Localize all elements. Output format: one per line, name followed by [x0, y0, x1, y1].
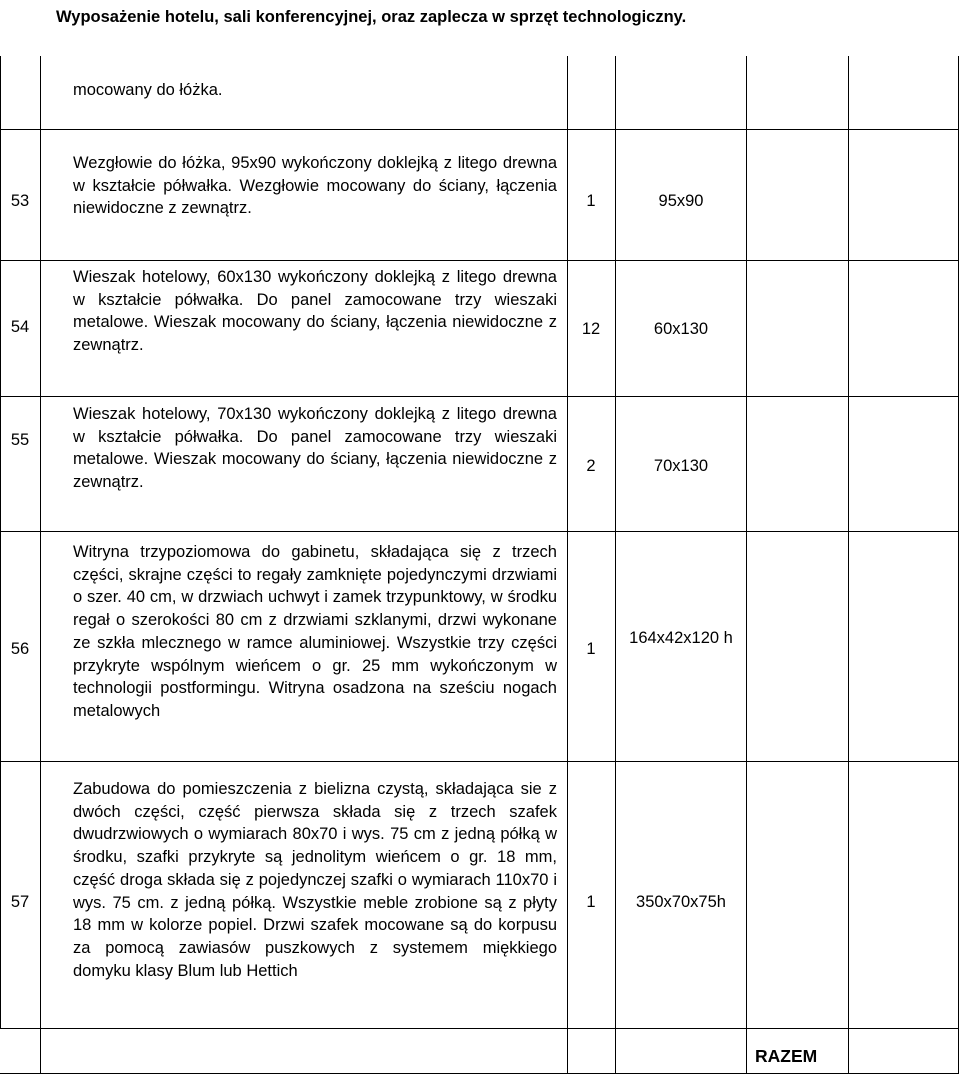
row-dimensions: 70x130 [653, 457, 709, 475]
total-label: RAZEM [755, 1046, 818, 1066]
row-description: Wieszak hotelowy, 60x130 wykończony doklejką z litego drewna w kształcie półwałka. Do panel zamocowane trzy wieszaki metalowe. Wieszak mocowany do ściany, łączenia niewidoczne z zewnątrz. [73, 268, 557, 355]
row-number: 53 [10, 192, 30, 210]
row-number: 56 [10, 640, 30, 658]
column-divider-desc [567, 56, 568, 1074]
column-divider-size [746, 56, 747, 1074]
row-separator [0, 260, 959, 261]
row-description: Zabudowa do pomieszczenia z bielizna czystą, składająca sie z dwóch części, część pierwsza składa się z trzech szafek dwudrzwiowych o wymiarach 80x70 i wys. 75 cm z jedną półką w środku, szafki przykryte są jednolitym wieńcem o gr. 18 mm, część droga składa się z pojedynczej szafki o wymiarach 110x70 i wys. 75 cm. z jedną półką. Wszystkie meble zrobione są z płyty 18 mm w kolorze popiel. Drzwi szafek mocowane są do korpusu za pomocą zawiasów puszkowych z systemem miękkiego domyku klasy Blum lub Hettich [73, 780, 557, 980]
row-number: 55 [10, 431, 30, 449]
row-quantity: 2 [586, 457, 596, 475]
column-divider-no [40, 56, 41, 1074]
row-separator [0, 531, 959, 532]
row-separator [0, 1028, 959, 1029]
row-number: 57 [10, 893, 30, 911]
row-quantity: 1 [586, 893, 596, 911]
table-border-right [958, 56, 959, 1074]
row-separator [0, 129, 959, 130]
row-quantity: 1 [586, 192, 596, 210]
row-quantity: 12 [581, 320, 601, 338]
row-quantity: 1 [586, 640, 596, 658]
document-title: Wyposażenie hotelu, sali konferencyjnej, oraz zaplecza w sprzęt technologiczny. [56, 8, 687, 26]
continuation-text: mocowany do łóżka. [73, 81, 223, 99]
column-divider-qty [615, 56, 616, 1074]
row-description: Witryna trzypoziomowa do gabinetu, składająca się z trzech części, skrajne części to regały zamknięte pojedynczymi drzwiami o szer. 40 cm, w drzwiach uchwyt i zamek trzypunktowy, w środku regał o szerokości 80 cm z drzwiami szklanymi, drzwi wykonane ze szkła mlecznego w ramce aluminiowej. Wszystkie trzy części przykryte wspólnym wieńcem o gr. 25 mm wykończonym w technologii postformingu. Witryna osadzona na sześciu nogach metalowych [73, 543, 557, 720]
row-description: Wieszak hotelowy, 70x130 wykończony doklejką z litego drewna w kształcie półwałka. Do panel zamocowane trzy wieszaki metalowe. Wieszak mocowany do ściany, łączenia niewidoczne z zewnątrz. [73, 405, 557, 492]
row-number: 54 [10, 318, 30, 336]
column-divider-price [848, 56, 849, 1074]
row-dimensions: 60x130 [653, 320, 709, 338]
row-description: Wezgłowie do łóżka, 95x90 wykończony doklejką z litego drewna w kształcie półwałka. Wezgłowie mocowany do ściany, łączenia niewidoczne z zewnątrz. [73, 154, 557, 218]
row-dimensions: 164x42x120 h [629, 629, 733, 647]
row-dimensions: 95x90 [658, 192, 704, 210]
row-separator [0, 761, 959, 762]
row-dimensions: 350x70x75h [636, 893, 726, 911]
row-separator [0, 396, 959, 397]
